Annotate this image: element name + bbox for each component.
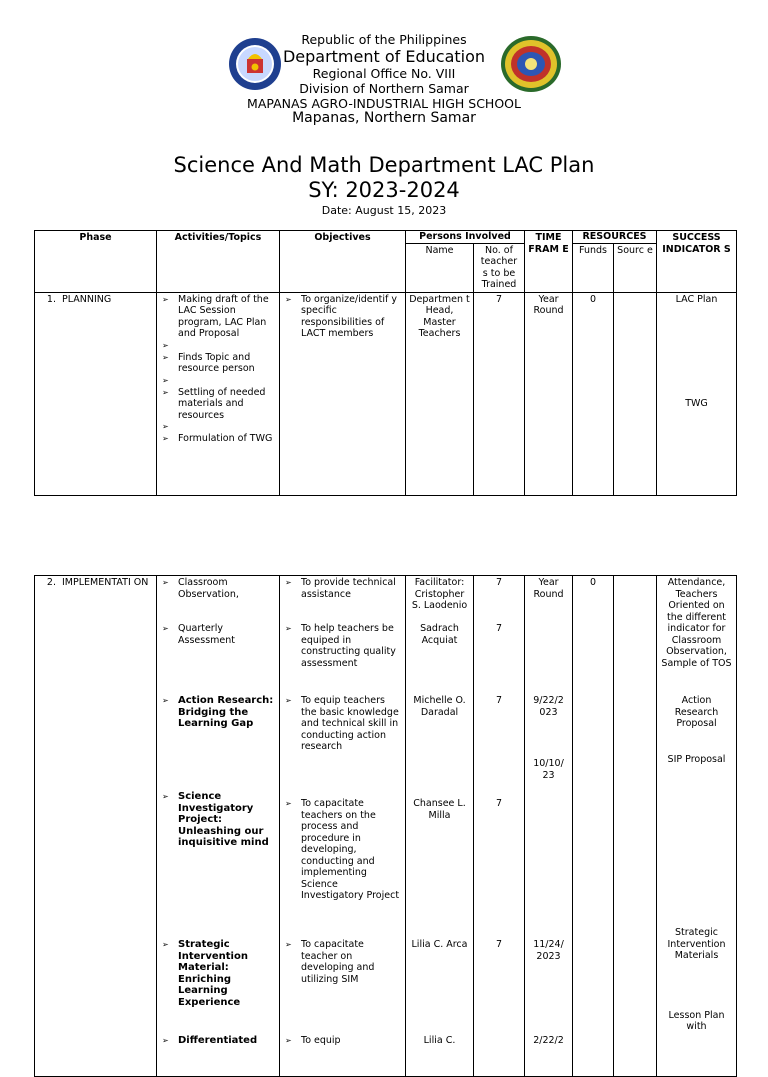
name-cell: Sadrach Acquiat bbox=[406, 622, 474, 694]
name-cell: Michelle O. Daradal bbox=[406, 694, 474, 790]
lac-plan-table-planning bbox=[34, 230, 737, 496]
location-line: Mapanas, Northern Samar bbox=[292, 110, 476, 126]
success-cell bbox=[657, 694, 737, 790]
objective-cell bbox=[280, 622, 406, 694]
list-item: ➢ Finds Topic and resource person bbox=[160, 352, 276, 375]
col-success-indicators: SUCCESS INDICATOR S bbox=[657, 231, 737, 293]
list-item: ➢ To capacitate teachers on the process and procedure in developing, conducting and implementing Science Investigatory Project bbox=[283, 798, 402, 902]
name-cell: Chansee L. Milla bbox=[406, 790, 474, 938]
count-cell: 7 bbox=[474, 576, 525, 623]
funds-cell: 0 bbox=[573, 576, 614, 1077]
document-title: Science And Math Department LAC Plan bbox=[173, 153, 595, 177]
col-source: Sourc e bbox=[614, 243, 657, 292]
phase-label: PLANNING bbox=[62, 293, 112, 305]
list-item: ➢ To equip teachers the basic knowledge and technical skill in conducting action research bbox=[283, 695, 402, 753]
col-funds: Funds bbox=[573, 243, 614, 292]
list-item: ➢ Action Research: Bridging the Learning Gap bbox=[160, 695, 276, 730]
count-cell: 7 bbox=[474, 790, 525, 938]
success-item: TWG bbox=[685, 398, 708, 409]
count-cell: 7 bbox=[474, 694, 525, 790]
table-row bbox=[35, 576, 737, 623]
activity-cell bbox=[157, 790, 280, 938]
activity-cell bbox=[157, 622, 280, 694]
list-item: ➢ To organize/identif y specific responsibilities of LACT members bbox=[283, 294, 402, 340]
activity-cell bbox=[157, 576, 280, 623]
objective-cell bbox=[280, 576, 406, 623]
list-item: ➢ Settling of needed materials and resources bbox=[160, 387, 276, 422]
department-line: Department of Education bbox=[282, 47, 486, 66]
list-item: ➢ To equip bbox=[283, 1035, 402, 1047]
objective-cell bbox=[280, 694, 406, 790]
col-time-frame: TIME FRAM E bbox=[525, 231, 573, 293]
funds-cell: 0 bbox=[573, 292, 614, 495]
count-cell: 7 bbox=[474, 938, 525, 1034]
activities-cell bbox=[157, 292, 280, 495]
list-item: ➢ To help teachers be equiped in constructing quality assessment bbox=[283, 623, 402, 669]
time-cell: Year Round bbox=[525, 576, 573, 623]
phase-label: IMPLEMENTATI ON bbox=[62, 577, 149, 588]
success-cell bbox=[657, 292, 737, 495]
name-cell: Departmen t Head, Master Teachers bbox=[406, 292, 474, 495]
source-cell bbox=[614, 576, 657, 1077]
success-item: SIP Proposal bbox=[667, 753, 726, 765]
list-item: ➢ To provide technical assistance bbox=[283, 577, 402, 600]
school-line: MAPANAS AGRO-INDUSTRIAL HIGH SCHOOL bbox=[247, 96, 521, 111]
lac-plan-table-implementation bbox=[34, 575, 737, 1077]
phase-number: 1. bbox=[46, 293, 56, 305]
list-item: ➢ Science Investigatory Project: Unleashing our inquisitive mind bbox=[160, 791, 276, 849]
source-cell bbox=[614, 292, 657, 495]
list-item: ➢ Quarterly Assessment bbox=[160, 623, 276, 646]
phase-number: 2. bbox=[46, 577, 56, 588]
name-cell: Lilia C. Arca bbox=[406, 938, 474, 1034]
list-item: ➢ Classroom Observation, bbox=[160, 577, 276, 600]
time-cell: Year Round bbox=[525, 292, 573, 495]
col-activities: Activities/Topics bbox=[157, 231, 280, 293]
division-line: Division of Northern Samar bbox=[299, 81, 469, 96]
time-cell bbox=[525, 694, 573, 790]
success-cell bbox=[657, 927, 737, 1034]
objective-cell bbox=[280, 938, 406, 1034]
col-phase: Phase bbox=[35, 231, 157, 293]
document-date: Date: August 15, 2023 bbox=[321, 204, 447, 217]
region-line: Regional Office No. VIII bbox=[312, 66, 456, 81]
success-item: LAC Plan bbox=[675, 293, 718, 305]
phase-cell bbox=[35, 576, 157, 1077]
name-cell: Lilia C. bbox=[406, 1034, 474, 1077]
time-cell: 11/24/ 2023 bbox=[525, 938, 573, 1034]
objective-cell bbox=[280, 790, 406, 938]
success-item: Strategic Intervention Materials bbox=[667, 927, 726, 961]
objective-cell bbox=[280, 1034, 406, 1077]
phase-cell bbox=[35, 292, 157, 495]
list-item: ➢ Strategic Intervention Material: Enriching Learning Experience bbox=[160, 939, 276, 1008]
activity-cell bbox=[157, 694, 280, 790]
col-no-teachers: No. of teacher s to be Trained bbox=[474, 243, 525, 292]
list-item: ➢ Making draft of the LAC Session program, LAC Plan and Proposal bbox=[160, 294, 276, 340]
name-cell: Facilitator: Cristopher S. Laodenio bbox=[406, 576, 474, 623]
success-item: Action Research Proposal bbox=[674, 695, 719, 729]
count-cell: 7 bbox=[474, 622, 525, 694]
col-objectives: Objectives bbox=[280, 231, 406, 293]
activity-cell bbox=[157, 938, 280, 1034]
table-row bbox=[35, 292, 737, 495]
col-resources: RESOURCES bbox=[573, 231, 657, 244]
count-cell: 7 bbox=[474, 292, 525, 495]
time-value: 9/22/2 023 bbox=[533, 695, 564, 718]
school-year: SY: 2023-2024 bbox=[308, 178, 460, 202]
time-value: 10/10/ 23 bbox=[533, 758, 564, 781]
col-name: Name bbox=[406, 243, 474, 292]
activity-cell bbox=[157, 1034, 280, 1077]
objectives-cell bbox=[280, 292, 406, 495]
list-item: ➢ Formulation of TWG bbox=[160, 433, 276, 445]
success-cell: Attendance, Teachers Oriented on the different indicator for Classroom Observation, Sample of TOS bbox=[657, 576, 737, 695]
count-cell bbox=[474, 1034, 525, 1077]
time-cell: 2/22/2 bbox=[525, 1034, 573, 1077]
col-persons-involved: Persons Involved bbox=[406, 231, 525, 244]
list-item: ➢ Differentiated bbox=[160, 1035, 276, 1047]
republic-line: Republic of the Philippines bbox=[301, 32, 467, 47]
list-item: ➢ To capacitate teacher on developing and utilizing SIM bbox=[283, 939, 402, 985]
success-item: Lesson Plan with bbox=[668, 1009, 725, 1032]
